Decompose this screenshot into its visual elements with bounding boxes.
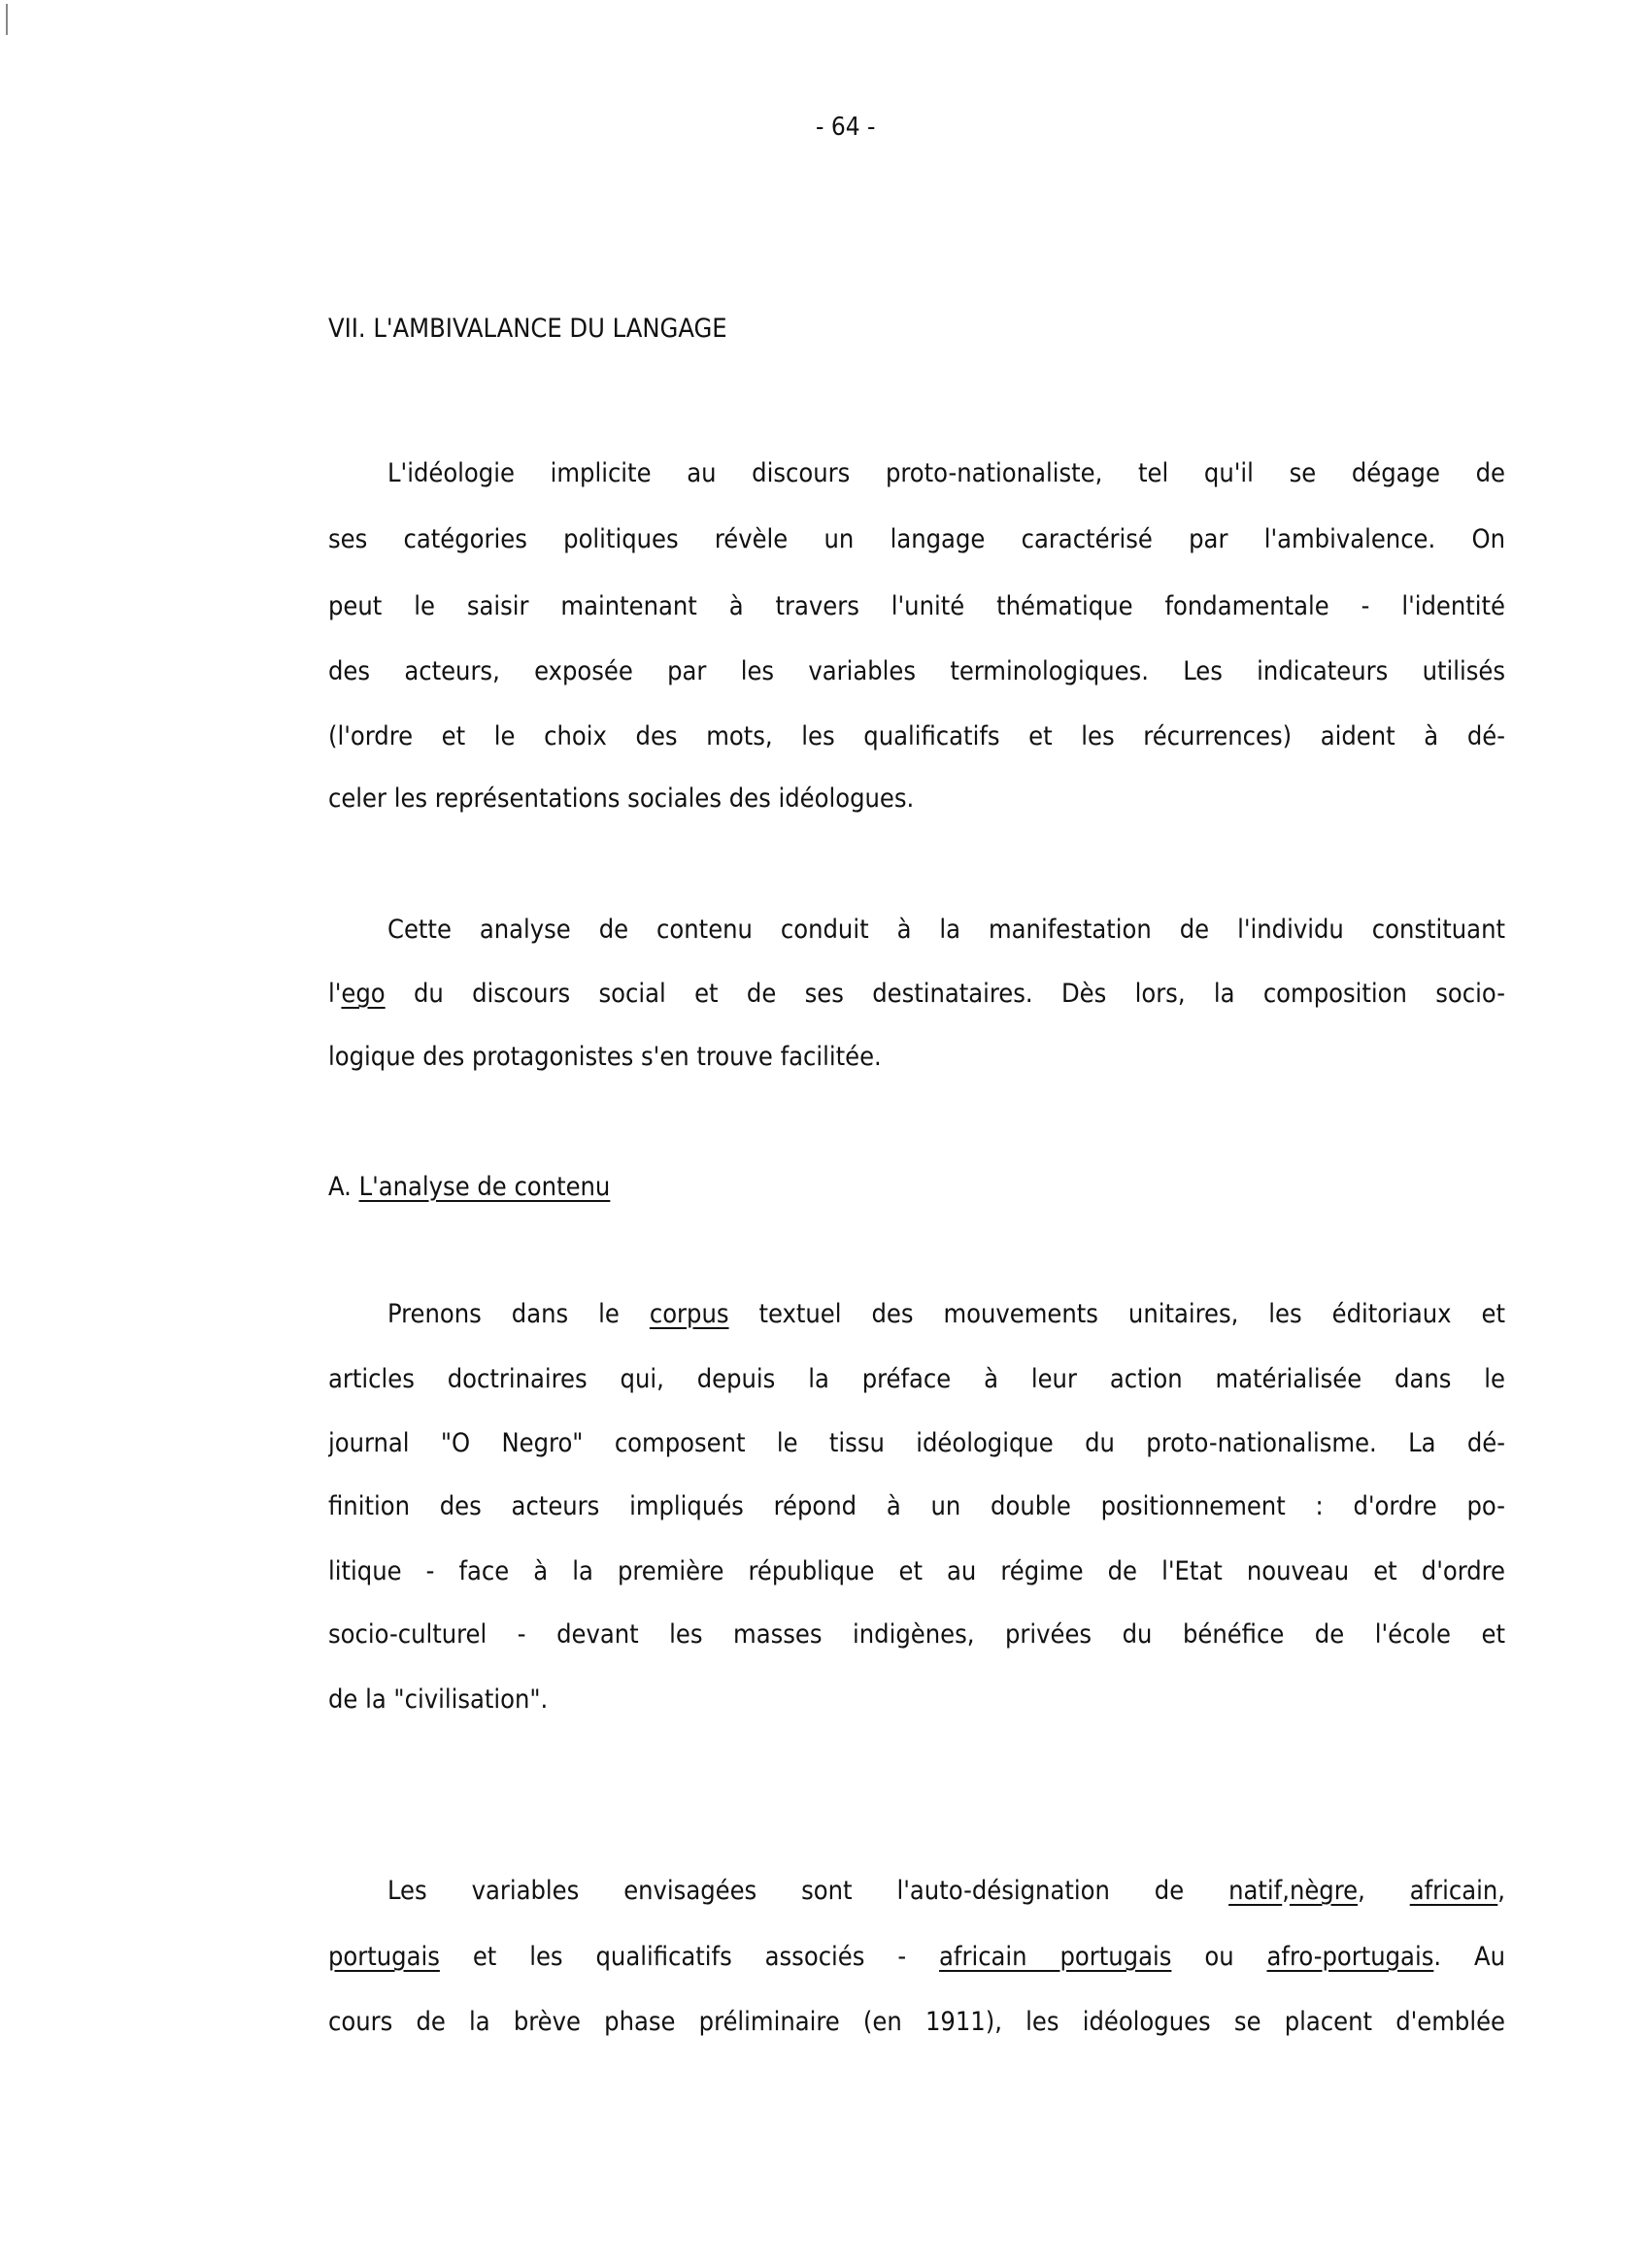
underlined-term: corpus [649,1299,729,1329]
text-segment: peut le saisir maintenant à travers l'unité thématique fondamentale - l'identité [328,591,1505,621]
text-line [328,783,1505,816]
text-line [328,1490,1505,1523]
text-line [387,914,1505,947]
text-segment: (l'ordre et le choix des mots, les qualificatifs et les récurrences) aident à dé- [328,721,1505,751]
text-segment: l' [328,979,342,1009]
text-segment: logique des protagonistes s'en trouve facilitée. [328,1042,882,1072]
text-segment: cours de la brève phase préliminaire (en 1911), les idéologues se placent d'emblée [328,2007,1505,2037]
underlined-term: afro-portugais [1266,1942,1434,1972]
underlined-term: portugais [328,1942,440,1972]
text-line [328,720,1505,753]
text-segment: socio-culturel - devant les masses indigènes, privées du bénéfice de l'école et [328,1619,1505,1650]
text-segment: celer les représentations sociales des idéologues. [328,784,915,814]
scan-margin-mark [6,4,8,35]
text-line [328,1941,1505,1974]
text-line [328,1427,1505,1460]
text-line [328,1041,1505,1074]
text-line [328,1618,1505,1651]
text-segment: litique - face à la première république et au régime de l'Etat nouveau et d'ordre [328,1556,1505,1586]
text-line [387,457,1505,490]
section-heading: VII. L'AMBIVALANCE DU LANGAGE [328,314,727,344]
text-segment: et les qualificatifs associés - [439,1942,940,1972]
text-line [328,1684,1505,1717]
text-line [328,978,1505,1011]
page-number: - 64 - [816,113,876,142]
text-line [328,1363,1505,1396]
text-segment: A. [328,1172,359,1202]
text-segment: textuel des mouvements unitaires, les éditoriaux et [728,1299,1505,1329]
underlined-term: africain [1409,1876,1498,1906]
text-line [328,1555,1505,1588]
underlined-term: natif [1228,1876,1283,1906]
text-line [328,523,1505,556]
text-segment: finition des acteurs impliqués répond à un double positionnement : d'ordre po- [328,1491,1505,1521]
text-segment: du discours social et de ses destinataires. Dès lors, la composition socio- [385,979,1505,1009]
text-segment: , [1282,1876,1290,1906]
text-segment: ses catégories politiques révèle un langage caractérisé par l'ambivalence. On [328,524,1505,554]
subsection-heading [328,1171,1505,1204]
text-segment: Les variables envisagées sont l'auto-désignation de [387,1876,1229,1906]
text-segment: L'idéologie implicite au discours proto-nationaliste, tel qu'il se dégage de [387,458,1505,488]
underlined-term: L'analyse de contenu [358,1172,611,1202]
text-segment: de la "civilisation". [328,1684,549,1715]
text-line [328,2006,1505,2039]
text-line [387,1875,1505,1908]
underlined-term: africain portugais [939,1942,1172,1972]
underlined-term: ego [341,979,386,1009]
text-line [328,655,1505,688]
text-segment: , [1358,1876,1410,1906]
text-segment: . Au [1433,1942,1505,1972]
text-segment: Cette analyse de contenu conduit à la manifestation de l'individu constituant [387,915,1505,945]
text-segment: articles doctrinaires qui, depuis la préface à leur action matérialisée dans le [328,1364,1505,1394]
text-line [387,1298,1505,1331]
text-segment: , [1497,1876,1505,1906]
text-segment: ou [1171,1942,1267,1972]
text-segment: Prenons dans le [387,1299,650,1329]
text-segment: journal "O Negro" composent le tissu idéologique du proto-nationalisme. La dé- [328,1428,1505,1458]
underlined-term: nègre [1289,1876,1359,1906]
text-line [328,590,1505,623]
text-segment: des acteurs, exposée par les variables terminologiques. Les indicateurs utilisés [328,656,1505,686]
